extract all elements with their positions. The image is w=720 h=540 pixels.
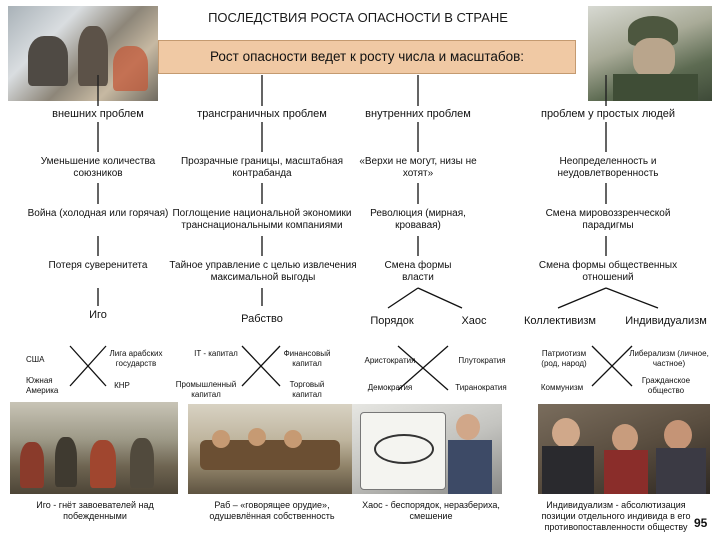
- cross3-aristocracy: Аристократия: [364, 356, 416, 365]
- item-absorption-economy: Поглощение национальной экономики транснациональными компаниями: [172, 208, 352, 231]
- cross4-patriotism: Патриотизм (род, народ): [541, 349, 587, 368]
- slavery-painting-photo: [188, 404, 352, 494]
- caption-yoke: Иго - гнёт завоевателей над побежденными: [36, 500, 154, 521]
- cross2-it-capital: IT - капитал: [194, 349, 238, 358]
- subtitle-box: Рост опасности ведет к росту числа и масштабов:: [158, 40, 576, 74]
- item-secret-control: Тайное управление с целью извлечения максимальной выгоды: [169, 260, 357, 283]
- cross2-trade-capital: Торговый капитал: [289, 380, 325, 399]
- header-people-problems: проблем у простых людей: [540, 108, 675, 120]
- cross3-tyrannocracy: Тиранократия: [455, 383, 507, 392]
- cross2-financial-capital: Финансовый капитал: [283, 349, 331, 368]
- item-chaos: Хаос: [461, 315, 487, 327]
- cross3-democracy: Демократия: [367, 383, 413, 392]
- item-social-relations: Смена формы общественных отношений: [538, 260, 678, 283]
- caption-slave: Раб – «говорящее орудие», одушевлённая собственность: [209, 500, 335, 521]
- cross1-arab-league: Лига арабских государств: [109, 349, 163, 368]
- item-tops-cannot: «Верхи не могут, низы не хотят»: [359, 156, 477, 179]
- item-individualism: Индивидуализм: [625, 315, 707, 327]
- item-paradigm-shift: Смена мировоззренческой парадигмы: [545, 208, 671, 231]
- cross4-communism: Коммунизм: [540, 383, 584, 392]
- item-yoke: Иго: [89, 309, 107, 321]
- item-war: Война (холодная или горячая): [27, 208, 169, 219]
- item-slavery: Рабство: [241, 313, 283, 325]
- page-number: 95: [694, 516, 708, 530]
- lecturer-photo: [352, 404, 502, 494]
- cross4-civil-society: Гражданское общество: [641, 376, 691, 395]
- item-loss-sovereignty: Потеря суверенитета: [48, 260, 148, 271]
- item-uncertainty: Неопределенность и неудовлетворенность: [557, 156, 659, 179]
- cross1-usa: США: [26, 355, 45, 364]
- item-order: Порядок: [370, 315, 414, 327]
- cross4-liberalism: Либерализм (личное, частное): [629, 349, 709, 368]
- page-title: ПОСЛЕДСТВИЯ РОСТА ОПАСНОСТИ В СТРАНЕ: [208, 10, 508, 25]
- item-fewer-allies: Уменьшение количества союзников: [40, 156, 156, 179]
- cross2-industrial-capital: Промышленный капитал: [175, 380, 237, 399]
- item-collectivism: Коллективизм: [524, 315, 596, 327]
- header-internal-problems: внутренних проблем: [365, 108, 471, 120]
- item-transparent-borders: Прозрачные границы, масштабная контрабанда: [180, 156, 343, 179]
- yoke-painting-photo: [10, 402, 178, 494]
- caption-individualism: Индивидуализм - абсолютизация позиции отдельного индивида в его противопоставленности обществу: [541, 500, 691, 532]
- cross1-prc: КНР: [114, 381, 130, 390]
- item-revolution: Революция (мирная, кровавая): [370, 208, 466, 231]
- header-external-problems: внешних проблем: [52, 108, 144, 120]
- cross3-plutocracy: Плутократия: [458, 356, 506, 365]
- people-discussion-photo: [538, 404, 710, 494]
- header-crossborder-problems: трансграничных проблем: [197, 108, 327, 120]
- caption-chaos: Хаос - беспорядок, неразбериха, смешение: [362, 500, 500, 521]
- item-change-power: Смена формы власти: [384, 260, 452, 283]
- cross1-south-america: Южная Америка: [26, 376, 59, 395]
